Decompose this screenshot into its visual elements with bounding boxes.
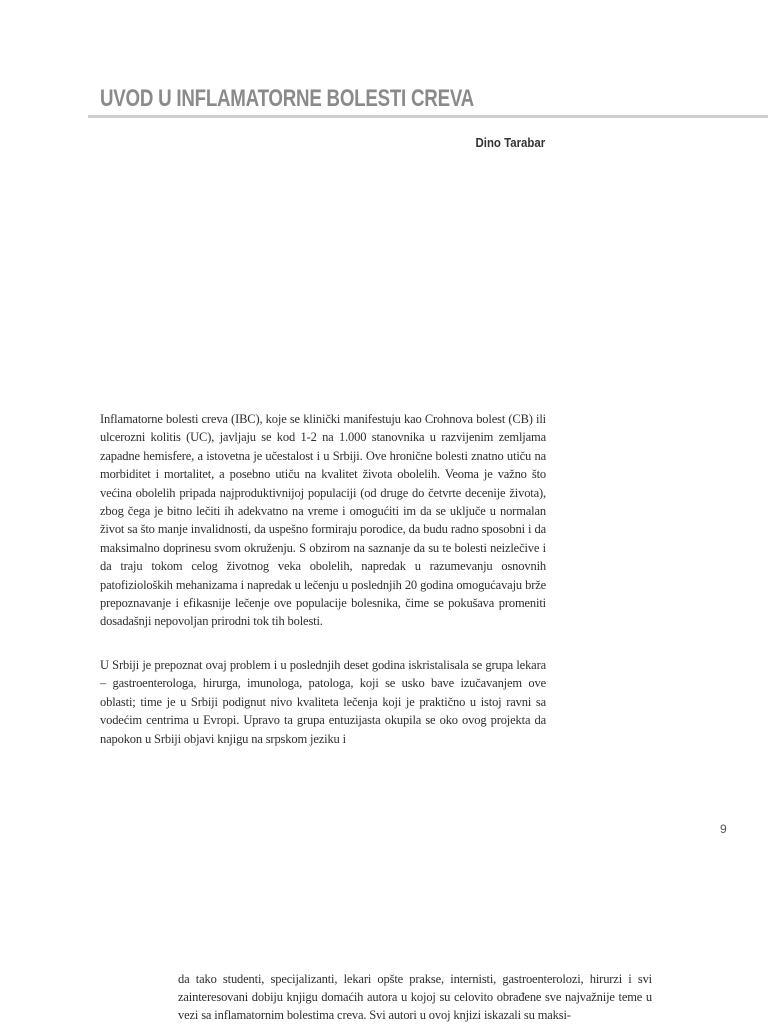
page-number: 9 <box>720 822 727 836</box>
body-paragraph-3: da tako studenti, specijalizanti, lekari opšte prakse, internisti, gastroenterolozi, hirurzi i svi zainteresovani dobiju knjigu domaćih autora u kojoj su celovito obrađene sve najvažnije teme u vezi sa inflamatornim bolestima creva. Svi autori u ovoj knjizi iskazali su maksi- <box>178 972 652 1022</box>
body-paragraph-1: Inflamatorne bolesti creva (IBC), koje se klinički manifestuju kao Crohnova bolest (CB) ili ulcerozni kolitis (UC), javljaju se kod 1-2 na 1.000 stanovnika u razvijenim zemljama zapadne hemisfere, a istovetna je učestalost i u Srbiji. Ove hronične bolesti znatno utiču na morbiditet i mortalitet, a posebno utiču na kvalitet života obolelih. Veoma je važno što većina obolelih pripada najproduktivnijoj populaciji (od druge do četvrte decenije života), zbog čega je bitno lečiti ih adekvatno na vreme i omogućiti im da se uključe u normalan život sa što manje invalidnosti, da uspešno formiraju porodice, da budu radno sposobni i da maksimalno doprinesu svom okruženju. S obzirom na saznanje da su te bolesti neizlečive i da traju tokom celog životnog veka obolelih, napredak u razumevanju osnovnih patofizioloških mehanizama i napredak u lečenju u poslednjih 20 godina omogućavaju brže prepoznavanje i efikasnije lečenje ove populacije bolesnika, čime se pokušava promeniti dosadašnji nepovoljan prirodni tok tih bolesti. <box>100 412 546 629</box>
title-divider <box>88 115 768 118</box>
author-name: Dino Tarabar <box>475 135 545 150</box>
chapter-title: UVOD U INFLAMATORNE BOLESTI CREVA <box>100 85 474 112</box>
body-paragraph-2: U Srbiji je prepoznat ovaj problem i u poslednjih deset godina iskristalisala se grupa lekara – gastroenterologa, hirurga, imunologa, patologa, koji se usko bave izučavanjem ove oblasti; time je u Srbiji podignut nivo kvaliteta lečenja koji je praktično u istoj ravni sa vodećim centrima u Evropi. Upravo ta grupa entuzijasta okupila se oko ovog projekta da napokon u Srbiji objavi knjigu na srpskom jeziku i <box>100 658 546 746</box>
